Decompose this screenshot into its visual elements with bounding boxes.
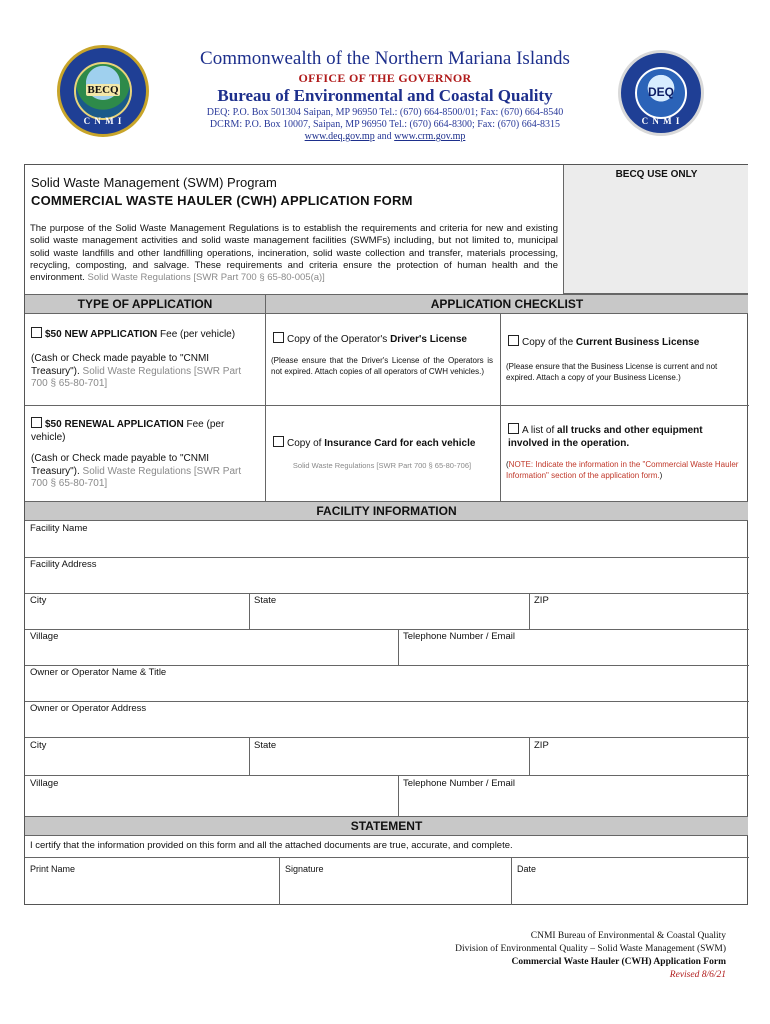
crm-website-link[interactable]: www.crm.gov.mp bbox=[394, 131, 466, 142]
letterhead-office: OFFICE OF THE GOVERNOR bbox=[298, 71, 472, 85]
trucks-list-bold: all trucks and other equipment involved in the operation. bbox=[508, 425, 703, 449]
letterhead-bureau: Bureau of Environmental and Coastal Quality bbox=[217, 86, 553, 105]
renewal-application-payment-note bbox=[31, 453, 253, 491]
drivers-license-checkbox[interactable] bbox=[273, 332, 284, 343]
trucks-note-open: ( bbox=[506, 460, 509, 469]
trucks-list-checkbox[interactable] bbox=[508, 423, 519, 434]
owner-state-label: State bbox=[254, 740, 277, 751]
owner-telephone-email-label: Telephone Number / Email bbox=[403, 778, 515, 789]
deq-seal-ring-text: C N M I bbox=[641, 116, 681, 126]
websites-and: and bbox=[374, 131, 395, 142]
purpose-paragraph bbox=[30, 223, 558, 284]
drivers-license-item[interactable] bbox=[273, 332, 495, 345]
state-label: State bbox=[254, 595, 277, 606]
drivers-license-bold: Driver's License bbox=[390, 334, 467, 345]
letterhead-dcrm-contact: DCRM: P.O. Box 10007, Saipan, MP 96950 Tel.: (670) 664-8300; Fax: (670) 664-8315 bbox=[209, 119, 561, 130]
renewal-payment-ref: Solid Waste Regulations [SWR Part 700 § 65-80-701] bbox=[31, 465, 242, 489]
grid-line bbox=[265, 314, 266, 501]
grid-line bbox=[500, 314, 501, 501]
owner-zip-label: ZIP bbox=[534, 740, 549, 751]
renewal-payment-note: (Cash or Check made payable to "CNMI Treasury"). bbox=[31, 453, 210, 477]
grid-line bbox=[398, 775, 399, 816]
letterhead-title: Commonwealth of the Northern Mariana Islands bbox=[200, 48, 570, 69]
telephone-email-label: Telephone Number / Email bbox=[403, 631, 515, 642]
new-payment-note: (Cash or Check made payable to "CNMI Treasury"). bbox=[31, 353, 210, 377]
new-application-checkbox[interactable] bbox=[31, 327, 42, 338]
business-license-note: (Please ensure that the Business License is current and not expired. Attach a copy of your Business License.) bbox=[506, 362, 718, 382]
insurance-card-item[interactable] bbox=[273, 436, 495, 449]
owner-address-label: Owner or Operator Address bbox=[30, 703, 147, 714]
becq-seal-abbr: BECQ bbox=[87, 84, 119, 96]
renewal-application-option[interactable] bbox=[31, 417, 253, 444]
owner-city-label: City bbox=[30, 740, 47, 751]
signature-label: Signature bbox=[285, 864, 324, 874]
owner-name-title-label: Owner or Operator Name & Title bbox=[30, 667, 167, 678]
grid-line bbox=[25, 857, 749, 858]
grid-line bbox=[249, 593, 250, 629]
grid-line bbox=[25, 593, 749, 594]
purpose-reference: Solid Waste Regulations [SWR Part 700 § 65-80-005(a)] bbox=[84, 272, 325, 284]
becq-use-only-label: BECQ USE ONLY bbox=[615, 169, 698, 180]
new-payment-ref: Solid Waste Regulations [SWR Part 700 § 65-80-701] bbox=[31, 365, 242, 389]
footer-bureau: CNMI Bureau of Environmental & Coastal Quality bbox=[530, 931, 726, 941]
deq-seal-abbr: DEQ bbox=[647, 85, 674, 99]
certification-text: I certify that the information provided on this form and all the attached documents are true, accurate, and complete. bbox=[30, 840, 513, 851]
grid-line bbox=[529, 737, 530, 775]
deq-seal bbox=[618, 50, 704, 136]
trucks-note-label: NOTE bbox=[508, 460, 531, 469]
form-title: COMMERCIAL WASTE HAULER (CWH) APPLICATION FORM bbox=[31, 193, 413, 208]
footer-division: Division of Environmental Quality – Solid Waste Management (SWM) bbox=[455, 944, 726, 954]
owner-village-label: Village bbox=[30, 778, 59, 789]
zip-label: ZIP bbox=[534, 595, 549, 606]
deq-website-link[interactable]: www.deq.gov.mp bbox=[304, 131, 375, 142]
grid-line bbox=[529, 593, 530, 629]
city-label: City bbox=[30, 595, 47, 606]
program-name: Solid Waste Management (SWM) Program bbox=[31, 175, 277, 190]
grid-line bbox=[25, 665, 749, 666]
grid-line bbox=[25, 775, 749, 776]
facility-address-label: Facility Address bbox=[30, 559, 97, 570]
trucks-list-note bbox=[506, 460, 742, 481]
type-of-application-header: TYPE OF APPLICATION bbox=[25, 294, 265, 314]
new-application-option[interactable] bbox=[31, 327, 261, 340]
becq-seal-ring-text: C N M I bbox=[83, 116, 123, 126]
footer-form-name: Commercial Waste Hauler (CWH) Application Form bbox=[511, 957, 726, 967]
print-name-label: Print Name bbox=[30, 864, 76, 874]
trucks-list-prefix: A list of bbox=[522, 425, 558, 436]
new-application-payment-note bbox=[31, 353, 253, 391]
new-application-label: $50 NEW APPLICATION bbox=[45, 329, 158, 340]
trucks-note-text: : Indicate the information in the "Commercial Waste Hauler Information" section of the application form. bbox=[506, 460, 739, 480]
facility-information-header: FACILITY INFORMATION bbox=[25, 501, 748, 521]
trucks-list-item[interactable] bbox=[508, 423, 744, 450]
letterhead-websites bbox=[150, 131, 620, 142]
facility-name-label: Facility Name bbox=[30, 523, 88, 534]
business-license-checkbox[interactable] bbox=[508, 335, 519, 346]
new-application-fee: Fee (per vehicle) bbox=[157, 329, 236, 340]
renewal-application-fee: Fee (per vehicle) bbox=[31, 419, 225, 443]
grid-line bbox=[398, 629, 399, 665]
business-license-prefix: Copy of the bbox=[522, 337, 576, 348]
letterhead-deq-contact: DEQ: P.O. Box 501304 Saipan, MP 96950 Tel.: (670) 664-8500/01; Fax: (670) 664-8540 bbox=[206, 107, 564, 118]
application-form bbox=[24, 164, 748, 905]
grid-line bbox=[511, 857, 512, 905]
grid-line bbox=[25, 737, 749, 738]
insurance-card-checkbox[interactable] bbox=[273, 436, 284, 447]
insurance-card-bold: Insurance Card for each vehicle bbox=[324, 438, 476, 449]
drivers-license-note: (Please ensure that the Driver's License of the Operators is not expired. Attach copies of all operators of CWH vehicles.) bbox=[271, 356, 493, 376]
business-license-bold: Current Business License bbox=[575, 337, 700, 348]
grid-line bbox=[25, 557, 749, 558]
grid-line bbox=[249, 737, 250, 775]
business-license-item[interactable] bbox=[508, 335, 744, 348]
footer-revised: Revised 8/6/21 bbox=[669, 970, 726, 980]
drivers-license-prefix: Copy of the Operator's bbox=[287, 334, 391, 345]
becq-use-only-box bbox=[563, 165, 748, 294]
becq-seal bbox=[57, 45, 149, 137]
renewal-application-label: $50 RENEWAL APPLICATION bbox=[45, 419, 184, 430]
grid-line bbox=[25, 701, 749, 702]
insurance-card-ref: Solid Waste Regulations [SWR Part 700 § 65-80-706] bbox=[292, 461, 472, 470]
grid-line bbox=[25, 629, 749, 630]
statement-header: STATEMENT bbox=[25, 816, 748, 836]
date-label: Date bbox=[517, 864, 537, 874]
trucks-note-close: ) bbox=[659, 470, 663, 480]
grid-line bbox=[279, 857, 280, 905]
grid-line bbox=[25, 405, 749, 406]
purpose-text: The purpose of the Solid Waste Management Regulations is to establish the requirements and criteria for new and existing solid waste management activities and solid waste management facilities (SWMFs) including, but not limited to, municipal solid waste landfills and other landfilling operations, incineration, solid waste collection and transfer, materials processing, recycling, composting, and salvage. These requirements and criteria ensure the protection of human health and the environment. bbox=[30, 223, 558, 284]
application-checklist-header: APPLICATION CHECKLIST bbox=[265, 294, 748, 314]
village-label: Village bbox=[30, 631, 59, 642]
renewal-application-checkbox[interactable] bbox=[31, 417, 42, 428]
insurance-card-prefix: Copy of bbox=[287, 438, 325, 449]
